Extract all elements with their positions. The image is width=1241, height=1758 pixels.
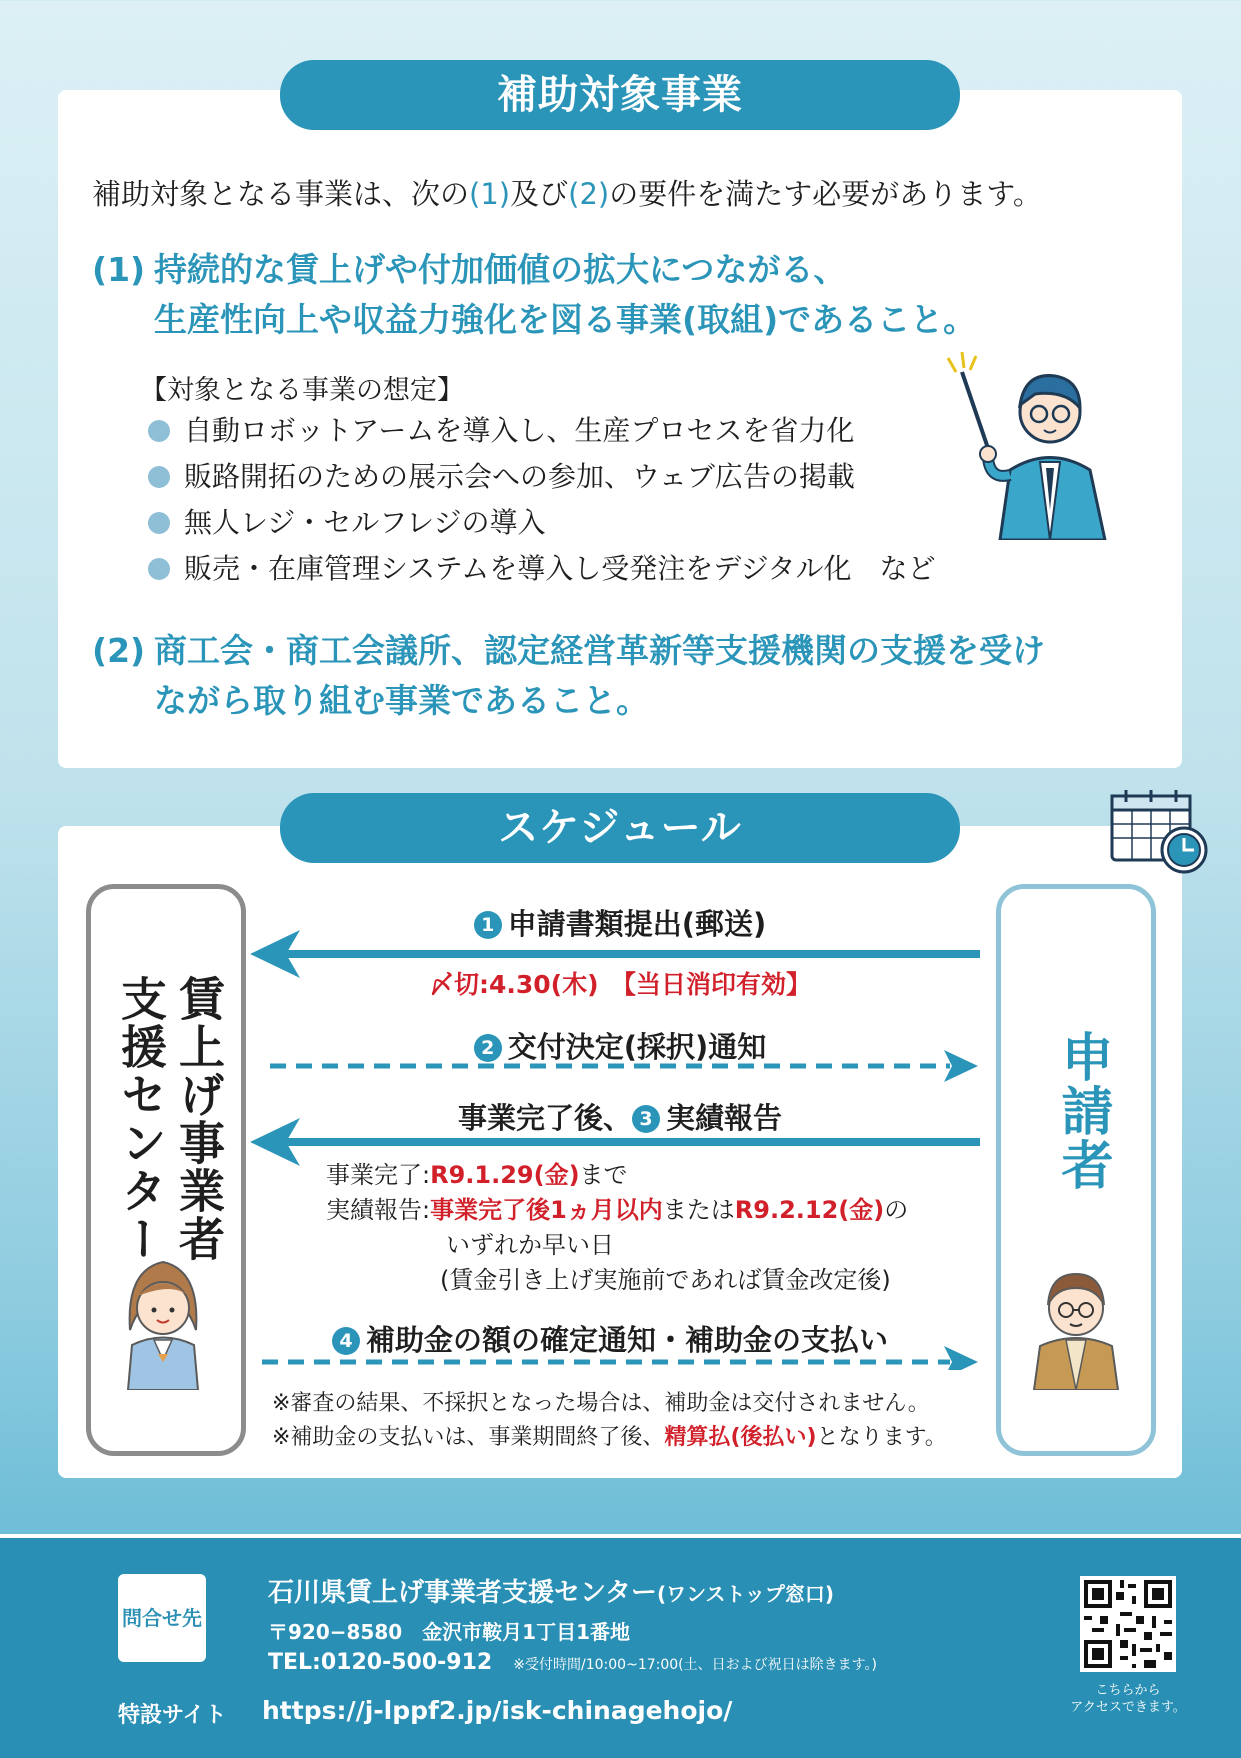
contact-label: 問合せ先: [118, 1574, 206, 1662]
footer: [0, 1534, 1241, 1758]
assumed-business-list: [148, 408, 936, 592]
bullet-icon: [148, 512, 170, 534]
sparkle-icon: [948, 352, 976, 372]
step-number-badge: 2: [474, 1034, 502, 1062]
address: 〒920−8580 金沢市鞍月1丁目1番地: [268, 1620, 631, 1644]
step3-label: 事業完了後、 3 実績報告: [457, 1101, 783, 1135]
teacher-illustration: [940, 350, 1140, 540]
requirement-1: (1) 持続的な賃上げや付加価値の拡大につながる、 生産性向上や収益力強化を図る事業(取組)であること。: [92, 250, 977, 339]
report-info-line3: (賃金引き上げ実施前であれば賃金改定後): [440, 1266, 891, 1294]
calendar-clock-icon: [1106, 786, 1212, 878]
report-info: 実績報告:事業完了後1ヵ月以内またはR9.2.12(金)の: [326, 1196, 909, 1224]
support-center-line1: 賃上げ事業者: [172, 975, 226, 1263]
step-number-badge: 4: [332, 1327, 360, 1355]
bullet-icon: [148, 466, 170, 488]
applicant-label: 申請者: [1052, 1030, 1112, 1192]
support-center-line2: 支援センター: [114, 975, 168, 1263]
report-info-line2: いずれか早い日: [446, 1231, 614, 1259]
step-number-badge: 1: [474, 911, 502, 939]
staff-woman-illustration: [118, 1250, 208, 1390]
bullet-icon: [148, 558, 170, 580]
step1-label: 1 申請書類提出(郵送): [260, 902, 980, 943]
list-item: 無人レジ・セルフレジの導入: [148, 500, 936, 546]
requirement-2: (2) 商工会・商工会議所、認定経営革新等支援機関の支援を受け ながら取り組む事業であること。: [92, 631, 1045, 720]
assumed-business-heading: 【対象となる事業の想定】: [140, 375, 464, 406]
section-title-schedule: スケジュール: [280, 793, 960, 863]
list-item: 販路開拓のための展示会への参加、ウェブ広告の掲載: [148, 454, 936, 500]
bullet-icon: [148, 420, 170, 442]
special-site-url[interactable]: https://j-lppf2.jp/isk-chinagehojo/: [262, 1696, 733, 1725]
deadline-text: 〆切:4.30(木) 【当日消印有効】: [428, 970, 812, 999]
list-item: 販売・在庫管理システムを導入し受発注をデジタル化 など: [148, 546, 936, 592]
note-1: ※審査の結果、不採択となった場合は、補助金は交付されません。: [272, 1391, 930, 1416]
org-name: 石川県賃上げ事業者支援センター(ワンストップ窓口): [268, 1578, 835, 1608]
qr-code-icon[interactable]: [1080, 1576, 1176, 1672]
phone-number: TEL:0120-500-912 ※受付時間/10:00~17:00(土、日および祝日は除きます。): [268, 1650, 877, 1675]
completion-info: 事業完了:R9.1.29(金)まで: [326, 1161, 628, 1189]
step-number-badge: 3: [632, 1105, 660, 1133]
step4-label: 4 補助金の額の確定通知・補助金の支払い: [250, 1318, 970, 1359]
step2-label: 2 交付決定(採択)通知: [260, 1025, 980, 1066]
qr-caption: こちらから アクセスできます。: [1070, 1683, 1186, 1715]
section-title-target-business: 補助対象事業: [280, 60, 960, 130]
list-item: 自動ロボットアームを導入し、生産プロセスを省力化: [148, 408, 936, 454]
note-2: ※補助金の支払いは、事業期間終了後、精算払(後払い)となります。: [272, 1425, 947, 1450]
applicant-man-illustration: [1028, 1250, 1124, 1390]
intro-text: 補助対象となる事業は、次の(1)及び(2)の要件を満たす必要があります。: [92, 177, 1042, 211]
special-site-label: 特設サイト: [118, 1703, 227, 1728]
